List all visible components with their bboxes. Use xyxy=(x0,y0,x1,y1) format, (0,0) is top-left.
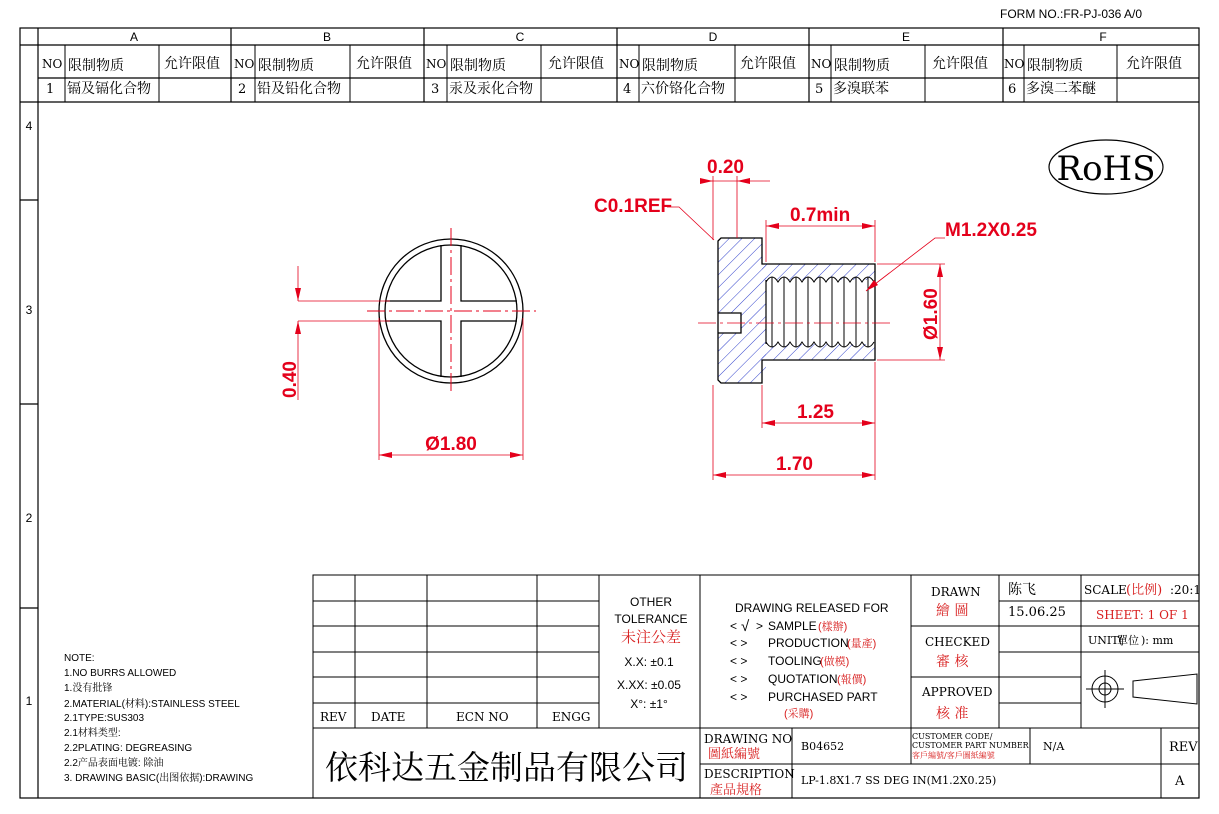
release-sample-cn: (樣辦) xyxy=(818,621,848,633)
dim-head-diameter: Ø1.80 xyxy=(425,434,477,455)
col-label-c: C xyxy=(515,30,525,44)
row-label-2: 2 xyxy=(25,511,33,525)
row-labels xyxy=(26,119,33,708)
tolerance-title-cn: 未注公差 xyxy=(620,629,682,646)
scale-label-cn: (比例) xyxy=(1126,583,1163,598)
hdr-substance-b: 限制物质 xyxy=(258,58,314,74)
approved-label-cn: 核 准 xyxy=(936,706,969,722)
drawing-no-label-cn: 圖紙編號 xyxy=(708,747,761,762)
release-production-cn: (量產) xyxy=(847,638,877,650)
drawing-no-label: DRAWING NO xyxy=(704,732,793,746)
sheet-frame xyxy=(20,28,1199,798)
release-bracket-3: < > xyxy=(730,654,748,668)
item-no-3: 3 xyxy=(431,82,440,97)
column-labels xyxy=(130,30,1107,44)
drawn-label-cn: 繪 圖 xyxy=(936,603,969,619)
row-label-1: 1 xyxy=(25,694,33,708)
unit-label-cn: 單位 xyxy=(1117,634,1139,647)
release-purchased-cn: (采購) xyxy=(784,708,814,720)
item-name-1: 镉及镉化合物 xyxy=(67,81,151,97)
release-quotation: QUOTATION xyxy=(768,672,838,686)
release-tooling: TOOLING xyxy=(768,654,822,668)
drawing-no: B04652 xyxy=(801,740,845,753)
item-name-4: 六价铬化合物 xyxy=(641,81,725,97)
hdr-substance-d: 限制物质 xyxy=(642,58,698,74)
customer-label-1: CUSTOMER CODE/ xyxy=(912,732,993,741)
release-check: √ xyxy=(741,618,750,635)
drawn-date: 15.06.25 xyxy=(1008,605,1066,620)
rev-value: A xyxy=(1175,774,1185,789)
release-bracket-1: < xyxy=(730,619,738,633)
drawing-info xyxy=(704,732,1198,798)
item-no-1: 1 xyxy=(46,82,55,97)
hdr-no-c: NO xyxy=(426,57,447,71)
tolerance-xxx: X.XX: ±0.05 xyxy=(617,678,681,692)
dim-shank-diameter: Ø1.60 xyxy=(921,288,942,340)
company-name: 依科达五金制品有限公司 xyxy=(325,748,688,787)
hdr-substance-f: 限制物质 xyxy=(1027,58,1083,74)
dim-thread-spec: M1.2X0.25 xyxy=(945,220,1037,241)
hdr-substance-c: 限制物质 xyxy=(450,58,506,74)
col-label-a: A xyxy=(129,30,139,44)
release-title: DRAWING RELEASED FOR xyxy=(735,601,889,615)
row-label-3: 3 xyxy=(25,303,33,317)
rohs-text: RoHS xyxy=(1056,149,1156,189)
drawn-name: 陈飞 xyxy=(1008,582,1036,598)
col-label-b: B xyxy=(322,30,332,44)
dim-total-length: 1.70 xyxy=(776,454,813,475)
release-production: PRODUCTION xyxy=(768,636,849,650)
tolerance-xx: X.X: ±0.1 xyxy=(624,655,674,669)
form-number: FORM NO.:FR-PJ-036 A/0 xyxy=(1000,7,1143,21)
hdr-limit-b: 允许限值 xyxy=(356,56,412,72)
note-0: NOTE: xyxy=(64,653,95,664)
release-bracket-4: < > xyxy=(730,672,748,686)
note-8: 3. DRAWING BASIC(出图依据):DRAWING xyxy=(64,773,254,784)
dim-slot-depth: 0.20 xyxy=(707,157,744,178)
dim-shank-length: 1.25 xyxy=(797,402,834,423)
notes xyxy=(64,653,253,784)
hdr-no-e: NO xyxy=(811,57,832,71)
hdr-limit-a: 允许限值 xyxy=(164,56,220,72)
rev-label: REV xyxy=(1169,740,1198,755)
engg-header: ENGG xyxy=(552,710,591,724)
approved-label: APPROVED xyxy=(922,685,993,699)
release-tooling-cn: (做模) xyxy=(820,656,850,668)
note-4: 2.1TYPE:SUS303 xyxy=(64,713,145,724)
release-sample: SAMPLE xyxy=(768,619,817,633)
hdr-limit-f: 允许限值 xyxy=(1126,56,1182,72)
unit-label: UNIT( xyxy=(1088,634,1123,647)
note-1: 1.NO BURRS ALLOWED xyxy=(64,668,177,679)
release-purchased: PURCHASED PART xyxy=(768,690,878,704)
item-no-2: 2 xyxy=(238,82,247,97)
release-bracket-1b: > xyxy=(756,619,764,633)
hdr-limit-e: 允许限值 xyxy=(932,56,988,72)
hdr-limit-d: 允许限值 xyxy=(740,56,796,72)
side-section-view xyxy=(594,157,1037,480)
col-label-d: D xyxy=(708,30,718,44)
description-label: DESCRIPTION xyxy=(704,767,795,781)
col-label-f: F xyxy=(1099,30,1107,44)
rohs-mark xyxy=(1049,140,1163,194)
ecn-header: ECN NO xyxy=(456,710,509,724)
tolerance-title-2: TOLERANCE xyxy=(614,612,688,626)
rev-header: REV xyxy=(320,710,347,724)
drawn-label: DRAWN xyxy=(931,585,981,599)
projection-symbol xyxy=(1086,670,1197,708)
scale-value: :20:1 xyxy=(1170,583,1201,597)
release-quotation-cn: (報價) xyxy=(837,674,867,686)
note-7: 2.2产品表面电镀: 除油 xyxy=(64,758,164,769)
date-header: DATE xyxy=(371,710,406,724)
dim-thread-depth: 0.7min xyxy=(790,205,851,226)
item-no-5: 5 xyxy=(815,82,824,97)
restricted-table-text xyxy=(42,55,1182,97)
item-no-6: 6 xyxy=(1008,82,1017,97)
hdr-no-d: NO xyxy=(619,57,640,71)
customer-label-2: CUSTOMER PART NUMBER xyxy=(912,741,1029,750)
description-value: LP-1.8X1.7 SS DEG IN(M1.2X0.25) xyxy=(801,774,997,787)
revision-table xyxy=(320,710,590,724)
note-5: 2.1材料类型: xyxy=(64,728,121,739)
hdr-no-f: NO xyxy=(1004,57,1025,71)
hdr-no-b: NO xyxy=(234,57,255,71)
tolerance-block xyxy=(614,595,687,711)
hdr-no-a: NO xyxy=(42,57,63,71)
item-name-3: 汞及汞化合物 xyxy=(449,81,533,97)
description-label-cn: 產品規格 xyxy=(710,783,763,798)
note-6: 2.2PLATING: DEGREASING xyxy=(64,743,193,754)
hdr-substance-a: 限制物质 xyxy=(68,58,124,74)
release-block xyxy=(730,601,889,720)
item-name-5: 多溴联苯 xyxy=(833,81,889,97)
dim-chamfer: C0.1REF xyxy=(594,196,673,217)
col-label-e: E xyxy=(901,30,911,44)
release-bracket-2: < > xyxy=(730,636,748,650)
release-bracket-5: < > xyxy=(730,690,748,704)
unit-value: ): mm xyxy=(1141,634,1174,647)
sheet-value: SHEET: 1 OF 1 xyxy=(1096,608,1189,622)
hdr-substance-e: 限制物质 xyxy=(834,58,890,74)
dim-slot-width: 0.40 xyxy=(280,361,301,398)
hdr-limit-c: 允许限值 xyxy=(548,56,604,72)
item-name-6: 多溴二苯醚 xyxy=(1026,81,1096,97)
note-2: 1.没有批锋 xyxy=(64,683,113,694)
note-3: 2.MATERIAL(材料):STAINLESS STEEL xyxy=(64,699,240,710)
checked-label-cn: 審 核 xyxy=(936,654,969,670)
front-view xyxy=(280,228,536,460)
item-name-2: 铅及铅化合物 xyxy=(257,81,341,97)
restricted-substance-table xyxy=(65,45,1117,102)
customer-label-cn: 客戶編號/客戶圖紙編號 xyxy=(912,751,995,760)
customer-value: N/A xyxy=(1043,740,1065,753)
scale-label: SCALE xyxy=(1084,583,1127,597)
checked-label: CHECKED xyxy=(925,635,990,649)
row-label-4: 4 xyxy=(25,119,33,133)
tolerance-angle: X°: ±1° xyxy=(630,697,668,711)
tolerance-title-1: OTHER xyxy=(630,595,672,609)
item-no-4: 4 xyxy=(623,82,632,97)
